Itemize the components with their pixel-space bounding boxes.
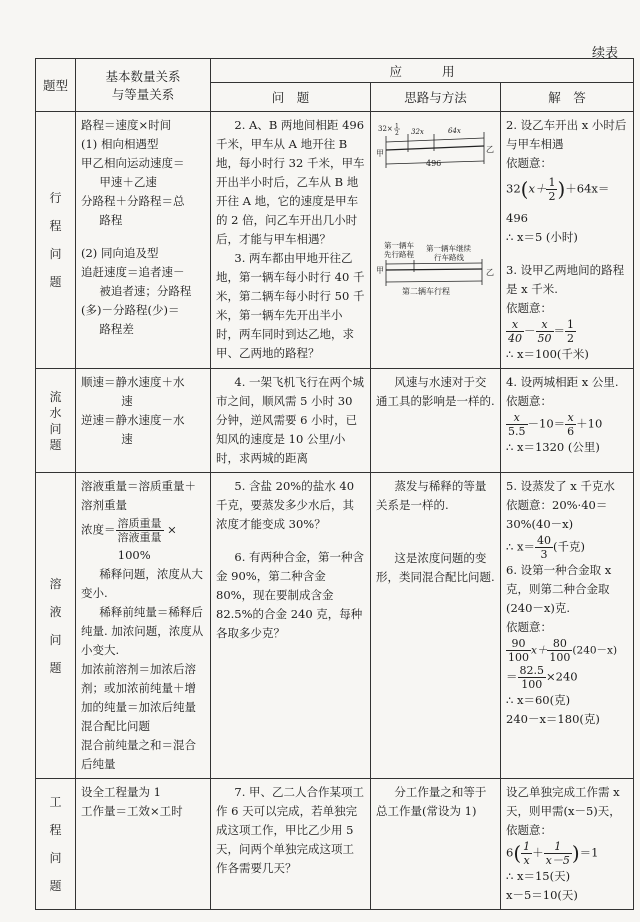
- answers-travel: 2. 设乙车开出 x 小时后与甲车相遇 依题意： 32(x＋ $\frac{1}{2}$ )＋64x＝ 496 ∴ x＝5 (小时) 3. 设甲乙两地间的路程是 x 千米. 依题意： $\frac{x}{40}$ － $\frac{x}{50}$ ＝ $\frac{1}{2}$ ∴ x＝100(千米): [501, 112, 634, 369]
- relations-work: 设全工程量为 1 工作量＝工效×工时: [76, 779, 211, 910]
- table-row-travel: [36, 112, 634, 369]
- type-label-work: 工 程 问 题: [36, 779, 76, 910]
- answers-work: 设乙单独完成工作需 x 天，则甲需(x－5)天，依题意： 6( $\frac{1}{x}$ ＋ $\frac{1}{x-5}$ )＝1 ∴ x＝15(天) x－5＝10(天): [501, 779, 634, 910]
- type-label-solution: 溶 液 问 题: [36, 473, 76, 779]
- type-label-travel: 行 程 问 题: [36, 112, 76, 369]
- question-4: 4. 一架飞机飞行在两个城市之间，顺风需 5 小时 30 分钟，逆风需要 6 小时，已知风的速度是 10 公里/小时，求两城的距离: [211, 369, 371, 473]
- equation-2: 32(x＋ $\frac{1}{2}$ )＋64x＝: [506, 176, 610, 203]
- table-row-solution: [36, 473, 634, 779]
- svg-text:乙: 乙: [486, 145, 494, 154]
- question-3: 3. 两车都由甲地开往乙地，第一辆车每小时行 40 千米，第二辆车每小时行 50 千米，第一辆车先开出半小时，两车同时到达乙地，求甲、乙两地的路程？: [216, 251, 365, 360]
- continuation-label: 续表: [591, 46, 618, 61]
- methods-travel: [371, 112, 501, 369]
- equation-6: $\frac{90}{100}$ x＋ $\frac{80}{100}$ (240－x): [508, 637, 618, 664]
- question-7: 7. 甲、乙二人合作某项工作 6 天可以完成，若单独完成这项工作，甲比乙少用 5 天，问两个单独完成这项工作各需要几天？: [211, 779, 371, 910]
- svg-text:行车路线: 行车路线: [434, 253, 464, 262]
- question-5: 5. 含盐 20%的盐水 40 千克，要蒸发多少水后，其浓度才能变成 30%？: [216, 479, 355, 531]
- svg-text:32×: 32×: [378, 125, 393, 133]
- svg-text:甲: 甲: [376, 266, 384, 275]
- table-row-work: [36, 779, 634, 910]
- svg-text:1: 1: [395, 123, 399, 130]
- svg-text:乙: 乙: [486, 268, 494, 277]
- question-6: 6. 有两种合金，第一种含金 90%，第二种含金 80%，现在要制成含金 82.5%的合金 240 克，每种各取多少克？: [216, 550, 365, 640]
- svg-text:第一辆车继续: 第一辆车继续: [426, 244, 471, 253]
- svg-text:第一辆车: 第一辆车: [384, 241, 414, 250]
- header-type: 题型: [36, 59, 76, 112]
- travel-diagram-chase: [376, 240, 496, 302]
- svg-text:2: 2: [395, 130, 399, 137]
- questions-solution: [211, 473, 371, 779]
- equation-4: $\frac{x}{5.5}$ －10＝ $\frac{x}{6}$ ＋10: [508, 411, 603, 438]
- header-question: 问 题: [211, 83, 371, 112]
- methods-solution: 蒸发与稀释的等量关系是一样的. 这是浓度问题的变形，类同混合配比问题.: [371, 473, 501, 779]
- questions-travel: [211, 112, 371, 369]
- relations-travel: 路程＝速度×时间 (1) 相向相遇型 甲乙相向运动速度＝ 甲速＋乙速 分路程＋分路程＝总 路程 (2) 同向追及型 追赶速度＝追者速－ 被追者速；分路程 (多)－分路程(少)＝ 路程差: [76, 112, 211, 369]
- svg-text:64x: 64x: [448, 127, 461, 135]
- relations-current: 顺速＝静水速度＋水 速 逆速＝静水速度－水 速: [76, 369, 211, 473]
- method-current: 风速与水速对于交通工具的影响是一样的.: [371, 369, 501, 473]
- question-2: 2. A、B 两地间相距 496 千米，甲车从 A 地开往 B 地，每小时行 32 千米，甲车开出半小时后，乙车从 B 地开往 A 地，它的速度是甲车的 2 倍，问乙车开出几小时后，才能与甲车相遇？: [216, 118, 365, 246]
- header-answer: 解 答: [501, 83, 634, 112]
- svg-text:496: 496: [426, 159, 442, 168]
- concentration-formula: 浓度＝ $\frac{\text{溶质重量}}{\text{溶液重量}}$ ×: [81, 517, 177, 544]
- header-application: 应用: [211, 59, 634, 83]
- answers-current: 4. 设两城相距 x 公里. 依题意： $\frac{x}{5.5}$ －10＝ $\frac{x}{6}$ ＋10 ∴ x＝1320 (公里): [501, 369, 634, 473]
- svg-text:先行路程: 先行路程: [384, 250, 414, 259]
- header-relations: 基本数量关系 与等量关系: [76, 59, 211, 112]
- header-method: 思路与方法: [371, 83, 501, 112]
- equation-6b: ＝ $\frac{82.5}{100}$ ×240: [506, 664, 578, 691]
- svg-text:32x: 32x: [411, 128, 424, 136]
- travel-diagram-meeting: [376, 122, 496, 184]
- math-word-problem-table: [35, 58, 634, 910]
- relations-solution: 溶液重量＝溶质重量＋溶剂重量 浓度＝ $\frac{\text{溶质重量}}{\text{溶液重量}}$ × 100% 稀释问题，浓度从大变小. 稀释前纯量＝稀释后纯量. 加浓问题，浓度从小变大. 加浓前溶剂＝加浓后溶剂；或加浓前纯量＋增加的纯量＝加浓后纯量 混合配比问题 混合前纯量之和＝混合后纯量: [76, 473, 211, 779]
- svg-text:第二辆车行程: 第二辆车行程: [402, 287, 450, 296]
- answers-solution: 5. 设蒸发了 x 千克水 依题意：20%·40＝30%(40－x) ∴ x＝ $\frac{40}{3}$ (千克) 6. 设第一种合金取 x 克，则第二种合金取(240－x)克. 依题意： $\frac{90}{100}$ x＋ $\frac{80}{100}$ (240－x) ＝ $\frac{82.5}{100}$ ×240 ∴ x＝60(克) 240－x＝180(克): [501, 473, 634, 779]
- svg-text:甲: 甲: [376, 149, 384, 158]
- equation-3: $\frac{x}{40}$ － $\frac{x}{50}$ ＝ $\frac{1}{2}$: [508, 318, 574, 345]
- table-row-current: [36, 369, 634, 473]
- result-5: ∴ x＝ $\frac{40}{3}$ (千克): [506, 534, 585, 561]
- equation-7: 6( $\frac{1}{x}$ ＋ $\frac{1}{x-5}$ )＝1: [506, 840, 599, 867]
- method-work: 分工作量之和等于总工作量(常设为 1): [371, 779, 501, 910]
- type-label-current: 流 水 问 题: [36, 369, 76, 473]
